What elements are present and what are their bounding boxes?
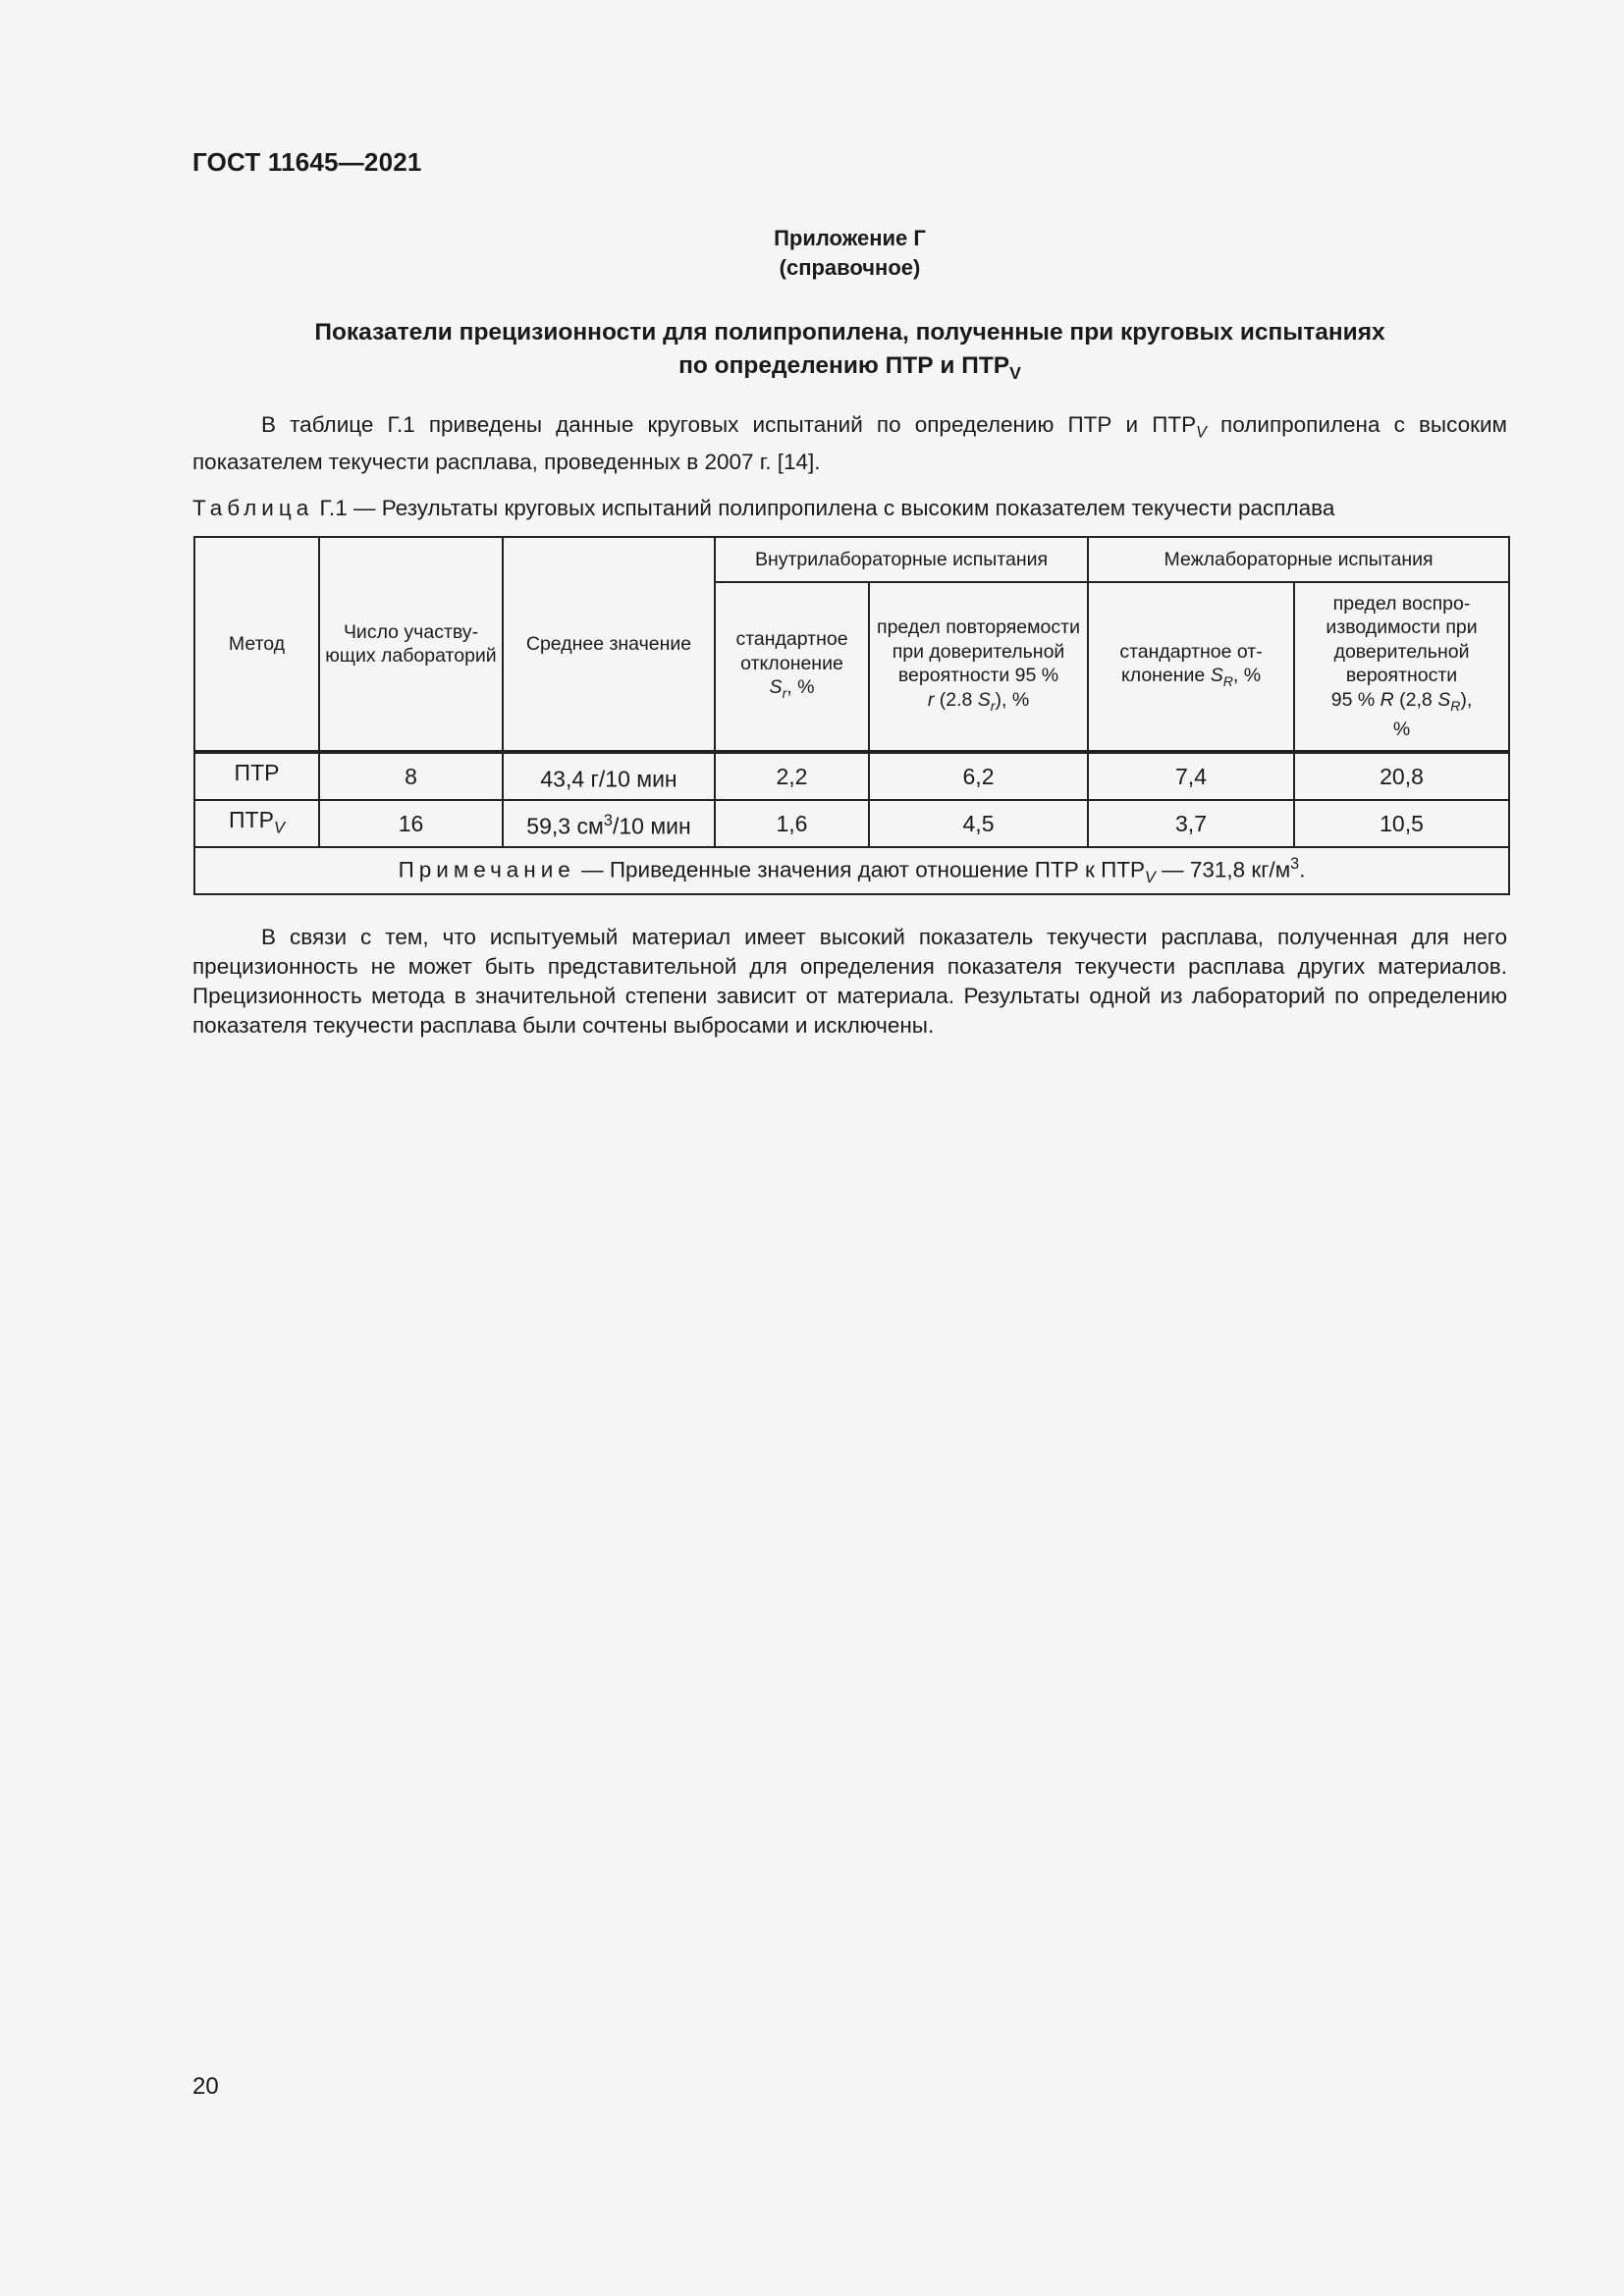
header-method: Метод xyxy=(194,537,319,752)
results-table xyxy=(193,536,1510,895)
cell-labs: 16 xyxy=(319,800,503,847)
cell-intra-sd: 2,2 xyxy=(715,752,869,800)
cell-inter-sd: 7,4 xyxy=(1088,752,1294,800)
cell-method: $ПТР_V$ xyxy=(194,800,319,847)
cell-mean: 43,4 г/10 мин xyxy=(503,752,715,800)
heading-line-1: Показатели прецизионности для полипропилена, полученные при круговых испытаниях xyxy=(314,319,1385,346)
appendix-label: Приложение Г xyxy=(774,226,926,250)
page-number: 20 xyxy=(192,2073,219,2100)
header-labs: Число участвующих лабораторий xyxy=(319,537,503,752)
table-note: Примечание — Приведенные значения дают отношение ПТР к $ПТР_V$ — 731,8 $кг/м^3$. xyxy=(194,847,1509,894)
cell-mean: 59,3 $см^3/10$ мин xyxy=(503,800,715,847)
appendix-title xyxy=(192,224,1507,283)
header-inter: Межлабораторные испытания xyxy=(1088,537,1509,582)
cell-intra-limit: 4,5 xyxy=(869,800,1088,847)
header-inter-sd: стандартное отклонение $S_R$, % xyxy=(1088,582,1294,752)
cell-inter-limit: 20,8 xyxy=(1294,752,1509,800)
cell-inter-sd: 3,7 xyxy=(1088,800,1294,847)
cell-labs: 8 xyxy=(319,752,503,800)
body-paragraph: В связи с тем, что испытуемый материал имеет высокий показатель текучести расплава, полученная для него прецизионность не может быть представительной для определения показателя текучести расплава других материалов. Прецизионность метода в значительной степени зависит от материала. Результаты одной из лабораторий по определению показателя текучести расплава были сочтены выбросами и исключены. xyxy=(192,925,1507,1038)
table-note-row xyxy=(194,847,1509,894)
table-row xyxy=(194,752,1509,800)
cell-intra-sd: 1,6 xyxy=(715,800,869,847)
header-inter-limit: предел воспроизводимости при доверительной вероятности 95 % R (2,8 $S_R$), % xyxy=(1294,582,1509,752)
table-row xyxy=(194,800,1509,847)
heading-line-2: по определению ПТР и $ПТР_V$ xyxy=(678,352,1021,383)
header-intra-limit: предел повторяемости при доверительной вероятности 95 % r (2.8 $S_r$), % xyxy=(869,582,1088,752)
intro-paragraph: В таблице Г.1 приведены данные круговых испытаний по определению ПТР и $ПТР_V$ полипропилена с высоким показателем текучести расплава, проведенных в 2007 г. [14]. xyxy=(192,412,1507,474)
header-mean: Среднее значение xyxy=(503,537,715,752)
appendix-type: (справочное) xyxy=(779,255,921,280)
cell-intra-limit: 6,2 xyxy=(869,752,1088,800)
document-code: ГОСТ 11645—2021 xyxy=(192,147,422,177)
header-intra-sd: стандартное отклонение $S_r$, % xyxy=(715,582,869,752)
table-caption: Таблица Г.1 — Результаты круговых испытаний полипропилена с высоким показателем текучести расплава xyxy=(192,496,1335,520)
header-intra: Внутрилабораторные испытания xyxy=(715,537,1088,582)
cell-method: ПТР xyxy=(194,752,319,800)
cell-inter-limit: 10,5 xyxy=(1294,800,1509,847)
section-heading xyxy=(192,316,1507,390)
